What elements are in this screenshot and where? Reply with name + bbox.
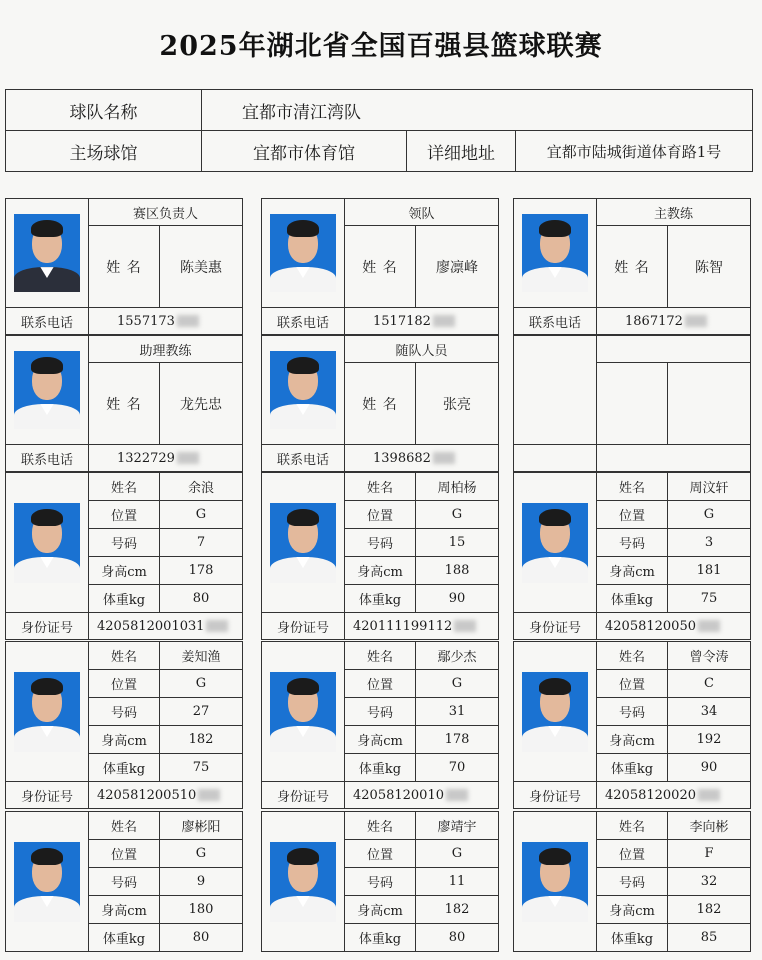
team-value: 宜都市清江湾队 bbox=[202, 90, 753, 131]
staff-card bbox=[513, 198, 751, 335]
player-position: C bbox=[668, 670, 751, 698]
photo-cell bbox=[514, 642, 597, 782]
position-label: 位置 bbox=[597, 840, 668, 868]
player-height: 181 bbox=[668, 557, 751, 585]
weight-label: 体重kg bbox=[597, 585, 668, 613]
number-label: 号码 bbox=[345, 868, 416, 896]
number-label: 号码 bbox=[89, 698, 160, 726]
photo-cell bbox=[514, 473, 597, 613]
portrait-photo bbox=[270, 503, 336, 583]
staff-name: 龙先忠 bbox=[160, 363, 243, 445]
empty-card bbox=[513, 335, 751, 472]
player-weight: 90 bbox=[668, 754, 751, 782]
id-label: 身份证号 bbox=[6, 782, 89, 809]
venue-value: 宜都市体育馆 bbox=[202, 131, 407, 172]
portrait-photo bbox=[270, 351, 336, 429]
player-position: G bbox=[668, 501, 751, 529]
portrait-photo bbox=[14, 351, 80, 429]
name-label: 姓名 bbox=[89, 812, 160, 840]
photo-cell bbox=[262, 642, 345, 782]
page-title: 2025年湖北省全国百强县篮球联赛 bbox=[159, 31, 603, 62]
name-label: 姓名 bbox=[345, 473, 416, 501]
player-weight: 90 bbox=[416, 585, 499, 613]
staff-role: 赛区负责人 bbox=[89, 199, 243, 226]
height-label: 身高cm bbox=[89, 896, 160, 924]
staff-card bbox=[261, 198, 499, 335]
weight-label: 体重kg bbox=[345, 585, 416, 613]
player-id: 42058120010 bbox=[353, 787, 444, 803]
staff-phone: 1557173 bbox=[117, 313, 175, 329]
portrait-photo bbox=[270, 672, 336, 752]
id-label: 身份证号 bbox=[514, 782, 597, 809]
player-weight: 75 bbox=[668, 585, 751, 613]
name-label: 姓名 bbox=[597, 473, 668, 501]
portrait-photo bbox=[14, 672, 80, 752]
position-label: 位置 bbox=[345, 670, 416, 698]
id-label: 身份证号 bbox=[262, 782, 345, 809]
player-card bbox=[261, 472, 499, 640]
player-card bbox=[513, 472, 751, 640]
player-name: 李向彬 bbox=[668, 812, 751, 840]
name-label: 姓 名 bbox=[89, 226, 160, 308]
name-label: 姓 名 bbox=[597, 226, 668, 308]
player-name: 余浪 bbox=[160, 473, 243, 501]
player-card bbox=[5, 811, 243, 952]
photo-cell bbox=[6, 199, 89, 308]
player-position: G bbox=[416, 840, 499, 868]
staff-phone: 1517182 bbox=[373, 313, 431, 329]
height-label: 身高cm bbox=[345, 726, 416, 754]
player-number: 9 bbox=[160, 868, 243, 896]
player-name: 姜知渔 bbox=[160, 642, 243, 670]
name-label: 姓名 bbox=[89, 473, 160, 501]
height-label: 身高cm bbox=[345, 896, 416, 924]
weight-label: 体重kg bbox=[89, 754, 160, 782]
player-position: G bbox=[160, 840, 243, 868]
name-label: 姓 名 bbox=[345, 363, 416, 445]
player-name: 周柏杨 bbox=[416, 473, 499, 501]
player-height: 188 bbox=[416, 557, 499, 585]
id-label: 身份证号 bbox=[6, 613, 89, 640]
photo-cell bbox=[514, 812, 597, 952]
player-position: F bbox=[668, 840, 751, 868]
photo-cell bbox=[262, 336, 345, 445]
player-height: 180 bbox=[160, 896, 243, 924]
staff-phone: 1867172 bbox=[625, 313, 683, 329]
redaction-blur bbox=[206, 620, 228, 632]
height-label: 身高cm bbox=[597, 557, 668, 585]
photo-cell bbox=[262, 812, 345, 952]
redaction-blur bbox=[698, 789, 720, 801]
redaction-blur bbox=[198, 789, 220, 801]
phone-label: 联系电话 bbox=[6, 308, 89, 335]
player-number: 15 bbox=[416, 529, 499, 557]
phone-label: 联系电话 bbox=[262, 445, 345, 472]
name-label: 姓名 bbox=[597, 812, 668, 840]
staff-role: 领队 bbox=[345, 199, 499, 226]
player-card bbox=[5, 641, 243, 809]
address-value: 宜都市陆城街道体育路1号 bbox=[516, 131, 753, 172]
player-card bbox=[513, 811, 751, 952]
photo-cell bbox=[6, 473, 89, 613]
player-id: 42058120010З1 bbox=[97, 618, 205, 634]
name-label: 姓 名 bbox=[89, 363, 160, 445]
player-card bbox=[261, 811, 499, 952]
staff-phone: 1398682 bbox=[373, 450, 431, 466]
redaction-blur bbox=[177, 452, 199, 464]
address-label: 详细地址 bbox=[407, 131, 516, 172]
portrait-photo bbox=[270, 214, 336, 292]
player-number: 7 bbox=[160, 529, 243, 557]
name-label: 姓名 bbox=[345, 642, 416, 670]
redaction-blur bbox=[433, 315, 455, 327]
phone-label: 联系电话 bbox=[6, 445, 89, 472]
photo-cell bbox=[6, 642, 89, 782]
player-height: 182 bbox=[416, 896, 499, 924]
player-name: 鄢少杰 bbox=[416, 642, 499, 670]
player-name: 周汶轩 bbox=[668, 473, 751, 501]
player-id: 42011119911‍2 bbox=[353, 618, 453, 634]
redaction-blur bbox=[433, 452, 455, 464]
player-card bbox=[513, 641, 751, 809]
staff-name: 张亮 bbox=[416, 363, 499, 445]
phone-label: 联系电话 bbox=[514, 308, 597, 335]
player-position: G bbox=[416, 501, 499, 529]
photo-cell bbox=[262, 199, 345, 308]
photo-cell bbox=[6, 812, 89, 952]
redaction-blur bbox=[177, 315, 199, 327]
weight-label: 体重kg bbox=[345, 924, 416, 952]
staff-role: 主教练 bbox=[597, 199, 751, 226]
portrait-photo bbox=[14, 842, 80, 922]
player-number: 27 bbox=[160, 698, 243, 726]
staff-name: 陈美惠 bbox=[160, 226, 243, 308]
weight-label: 体重kg bbox=[597, 754, 668, 782]
number-label: 号码 bbox=[89, 868, 160, 896]
height-label: 身高cm bbox=[89, 726, 160, 754]
player-id: 42058120020 bbox=[605, 787, 696, 803]
player-position: G bbox=[160, 501, 243, 529]
position-label: 位置 bbox=[345, 501, 416, 529]
weight-label: 体重kg bbox=[89, 585, 160, 613]
weight-label: 体重kg bbox=[345, 754, 416, 782]
player-height: 178 bbox=[416, 726, 499, 754]
name-label: 姓 名 bbox=[345, 226, 416, 308]
player-height: 182 bbox=[160, 726, 243, 754]
staff-card bbox=[261, 335, 499, 472]
number-label: 号码 bbox=[345, 529, 416, 557]
staff-name: 陈智 bbox=[668, 226, 751, 308]
position-label: 位置 bbox=[89, 840, 160, 868]
venue-label: 主场球馆 bbox=[6, 131, 202, 172]
player-position: G bbox=[416, 670, 499, 698]
player-id: 42058120050 bbox=[605, 618, 696, 634]
staff-card bbox=[5, 335, 243, 472]
name-label: 姓名 bbox=[597, 642, 668, 670]
position-label: 位置 bbox=[89, 501, 160, 529]
number-label: 号码 bbox=[597, 698, 668, 726]
player-weight: 75 bbox=[160, 754, 243, 782]
player-height: 192 bbox=[668, 726, 751, 754]
phone-label: 联系电话 bbox=[262, 308, 345, 335]
number-label: 号码 bbox=[597, 868, 668, 896]
team-label: 球队名称 bbox=[6, 90, 202, 131]
player-number: 32 bbox=[668, 868, 751, 896]
portrait-photo bbox=[522, 214, 588, 292]
weight-label: 体重kg bbox=[89, 924, 160, 952]
portrait-photo bbox=[14, 214, 80, 292]
redaction-blur bbox=[685, 315, 707, 327]
player-position: G bbox=[160, 670, 243, 698]
portrait-photo bbox=[14, 503, 80, 583]
portrait-photo bbox=[522, 672, 588, 752]
staff-name: 廖凛峰 bbox=[416, 226, 499, 308]
name-label: 姓名 bbox=[89, 642, 160, 670]
player-card bbox=[261, 641, 499, 809]
player-number: 3 bbox=[668, 529, 751, 557]
player-id: 420581200510 bbox=[97, 787, 197, 803]
height-label: 身高cm bbox=[345, 557, 416, 585]
player-name: 曾令涛 bbox=[668, 642, 751, 670]
player-card bbox=[5, 472, 243, 640]
portrait-photo bbox=[270, 842, 336, 922]
player-height: 178 bbox=[160, 557, 243, 585]
id-label: 身份证号 bbox=[514, 613, 597, 640]
player-name: 廖靖宇 bbox=[416, 812, 499, 840]
position-label: 位置 bbox=[597, 670, 668, 698]
id-label: 身份证号 bbox=[262, 613, 345, 640]
number-label: 号码 bbox=[345, 698, 416, 726]
position-label: 位置 bbox=[597, 501, 668, 529]
redaction-blur bbox=[454, 620, 476, 632]
photo-cell bbox=[514, 199, 597, 308]
position-label: 位置 bbox=[345, 840, 416, 868]
staff-role: 随队人员 bbox=[345, 336, 499, 363]
portrait-photo bbox=[522, 503, 588, 583]
player-weight: 70 bbox=[416, 754, 499, 782]
team-info-table bbox=[5, 89, 753, 172]
position-label: 位置 bbox=[89, 670, 160, 698]
player-weight: 80 bbox=[160, 585, 243, 613]
player-weight: 80 bbox=[416, 924, 499, 952]
height-label: 身高cm bbox=[597, 726, 668, 754]
height-label: 身高cm bbox=[597, 896, 668, 924]
player-name: 廖彬阳 bbox=[160, 812, 243, 840]
name-label: 姓名 bbox=[345, 812, 416, 840]
photo-cell bbox=[6, 336, 89, 445]
number-label: 号码 bbox=[597, 529, 668, 557]
redaction-blur bbox=[446, 789, 468, 801]
portrait-photo bbox=[522, 842, 588, 922]
player-height: 182 bbox=[668, 896, 751, 924]
player-weight: 80 bbox=[160, 924, 243, 952]
staff-role: 助理教练 bbox=[89, 336, 243, 363]
staff-phone: 1322729 bbox=[117, 450, 175, 466]
weight-label: 体重kg bbox=[597, 924, 668, 952]
photo-cell bbox=[262, 473, 345, 613]
height-label: 身高cm bbox=[89, 557, 160, 585]
player-number: 11 bbox=[416, 868, 499, 896]
staff-card bbox=[5, 198, 243, 335]
number-label: 号码 bbox=[89, 529, 160, 557]
player-weight: 85 bbox=[668, 924, 751, 952]
player-number: 31 bbox=[416, 698, 499, 726]
redaction-blur bbox=[698, 620, 720, 632]
player-number: 34 bbox=[668, 698, 751, 726]
